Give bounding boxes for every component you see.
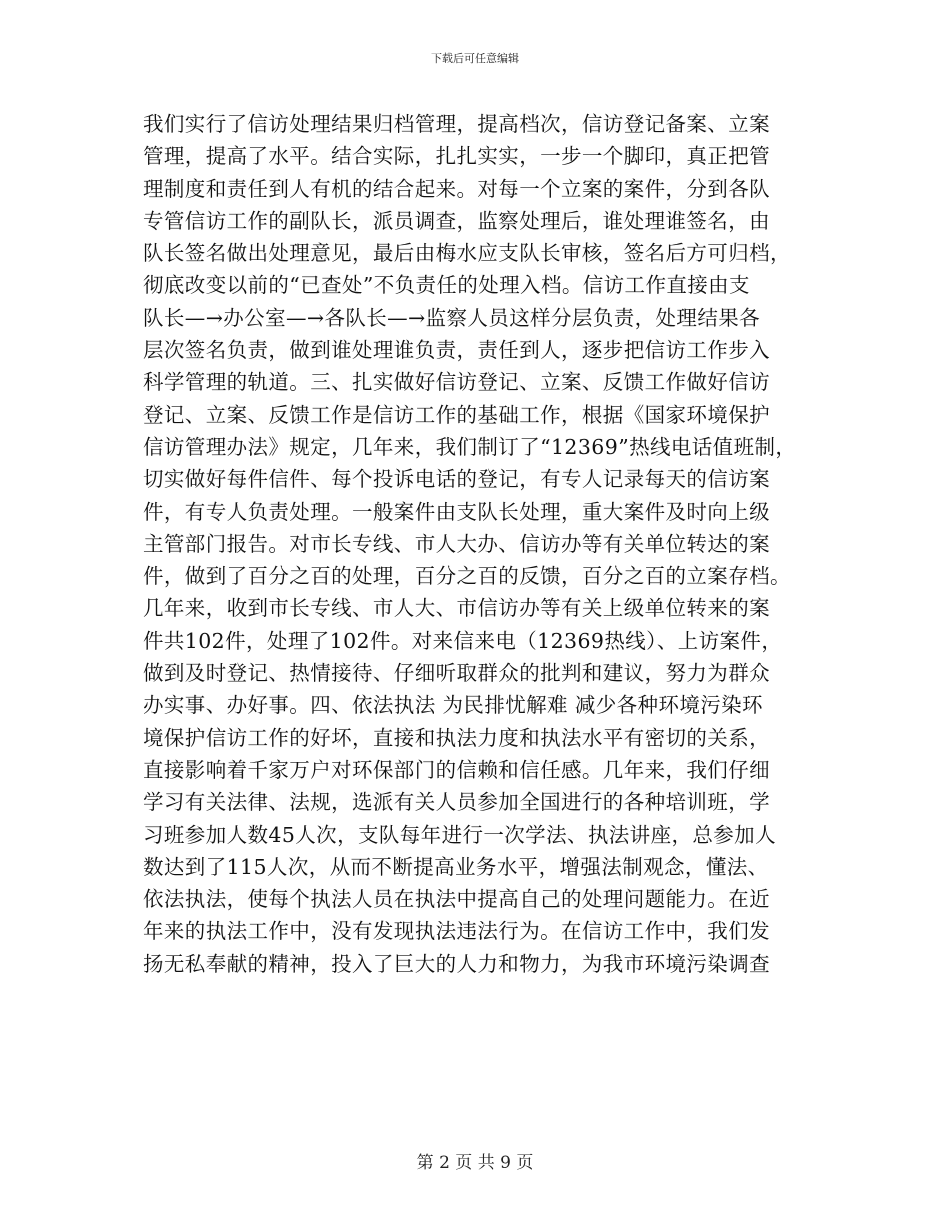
body-line: 队长签名做出处理意见，最后由梅水应支队长审核，签名后方可归档， <box>143 241 791 266</box>
body-line: 做到及时登记、热情接待、仔细听取群众的批判和建议，努力为群众 <box>143 661 770 686</box>
body-line: 办实事、办好事。四、依法执法 为民排忧解难 减少各种环境污染环 <box>143 693 763 718</box>
body-line: 年来的执法工作中，没有发现执法违法行为。在信访工作中，我们发 <box>143 919 770 944</box>
body-line: 习班参加人数45人次，支队每年进行一次学法、执法讲座，总参加人 <box>143 822 776 847</box>
body-line: 切实做好每件信件、每个投诉电话的登记，有专人记录每天的信访案 <box>143 467 770 492</box>
page-header-note: 下载后可任意编辑 <box>431 52 519 65</box>
body-line: 学习有关法律、法规，选派有关人员参加全国进行的各种培训班，学 <box>143 790 770 815</box>
body-line: 我们实行了信访处理结果归档管理，提高档次，信访登记备案、立案 <box>143 112 770 136</box>
body-line: 层次签名负责，做到谁处理谁负责，责任到人，逐步把信访工作步入 <box>143 338 770 363</box>
body-line: 扬无私奉献的精神，投入了巨大的人力和物力，为我市环境污染调查 <box>143 951 770 976</box>
body-line: 直接影响着千家万户对环保部门的信赖和信任感。几年来，我们仔细 <box>143 757 770 782</box>
body-line: 科学管理的轨道。三、扎实做好信访登记、立案、反馈工作做好信访 <box>143 370 770 395</box>
body-line: 信访管理办法》规定，几年来，我们制订了“12369”热线电话值班制， <box>143 434 797 459</box>
body-line: 登记、立案、反馈工作是信访工作的基础工作，根据《国家环境保护 <box>143 402 770 427</box>
body-line: 专管信访工作的副队长，派员调查，监察处理后，谁处理谁签名，由 <box>143 208 770 233</box>
body-line: 理制度和责任到人有机的结合起来。对每一个立案的案件，分到各队 <box>143 176 770 201</box>
body-line: 管理，提高了水平。结合实际，扎扎实实，一步一个脚印，真正把管 <box>143 144 770 169</box>
body-line: 境保护信访工作的好坏，直接和执法力度和执法水平有密切的关系， <box>143 725 770 750</box>
body-line: 数达到了115人次，从而不断提高业务水平，增强法制观念，懂法、 <box>143 854 769 879</box>
body-line: 依法执法，使每个执法人员在执法中提高自己的处理问题能力。在近 <box>143 887 770 912</box>
body-line: 几年来，收到市长专线、市人大、市信访办等有关上级单位转来的案 <box>143 596 770 621</box>
body-line: 彻底改变以前的“已查处”不负责任的处理入档。信访工作直接由支 <box>143 273 750 298</box>
body-line: 件，有专人负责处理。一般案件由支队长处理，重大案件及时向上级 <box>143 499 770 524</box>
body-line: 件，做到了百分之百的处理，百分之百的反馈，百分之百的立案存档。 <box>143 564 791 589</box>
body-text <box>143 108 823 980</box>
body-line: 件共102件，处理了102件。对来信来电（12369热线）、上访案件， <box>143 628 783 653</box>
page-number: 第 2 页 共 9 页 <box>416 1153 534 1173</box>
body-line: 队长—→办公室—→各队长—→监察人员这样分层负责，处理结果各 <box>143 305 761 330</box>
body-line: 主管部门报告。对市长专线、市人大办、信访办等有关单位转达的案 <box>143 531 770 556</box>
